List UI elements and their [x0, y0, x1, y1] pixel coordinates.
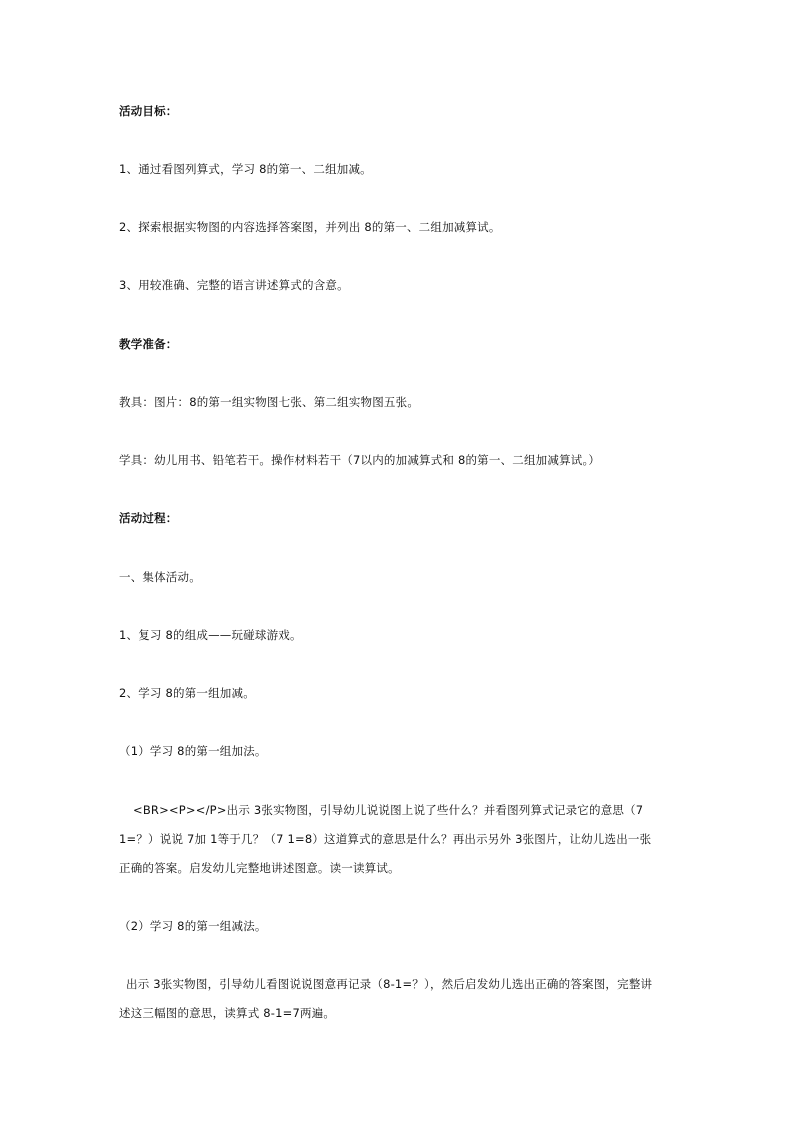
goal-item-3: 3、用较准确、完整的语言讲述算式的含意。: [119, 278, 349, 292]
heading-teaching-prep: 教学准备：: [119, 337, 178, 351]
heading-activity-goals: 活动目标：: [119, 104, 178, 118]
goal-item-2: 2、探索根据实物图的内容选择答案图，并列出 8的第一、二组加减算试。: [119, 220, 501, 234]
paragraph-addition-line-2: 1=？）说说 7加 1等于几？（7 1=8）这道算式的意思是什么？再出示另外 3张图片，让幼儿选出一张: [119, 832, 652, 846]
prep-teacher-materials: 教具：图片：8的第一组实物图七张、第二组实物图五张。: [119, 395, 420, 409]
heading-activity-process: 活动过程：: [119, 511, 178, 525]
paragraph-addition-line-1: <BR><P></P>出示 3张实物图，引导幼儿说说图上说了些什么？并看图列算式记录它的意思（7: [133, 803, 644, 817]
substep-subtraction: （2）学习 8的第一组减法。: [119, 919, 267, 933]
substep-addition: （1）学习 8的第一组加法。: [119, 744, 267, 758]
process-step-2: 2、学习 8的第一组加减。: [119, 686, 255, 700]
section-group-activity: 一、集体活动。: [119, 570, 201, 584]
paragraph-subtraction-line-1: 出示 3张实物图，引导幼儿看图说说图意再记录（8-1=？），然后启发幼儿选出正确的答案图，完整讲: [126, 977, 653, 991]
paragraph-addition-line-3: 正确的答案。启发幼儿完整地讲述图意。读一读算试。: [119, 861, 400, 875]
goal-item-1: 1、通过看图列算式，学习 8的第一、二组加减。: [119, 162, 372, 176]
process-step-1: 1、复习 8的组成——玩碰球游戏。: [119, 628, 302, 642]
prep-student-materials: 学具：幼儿用书、铅笔若干。操作材料若干（7以内的加减算式和 8的第一、二组加减算试。）: [119, 453, 601, 467]
paragraph-subtraction-line-2: 述这三幅图的意思，读算式 8-1=7两遍。: [119, 1006, 336, 1020]
